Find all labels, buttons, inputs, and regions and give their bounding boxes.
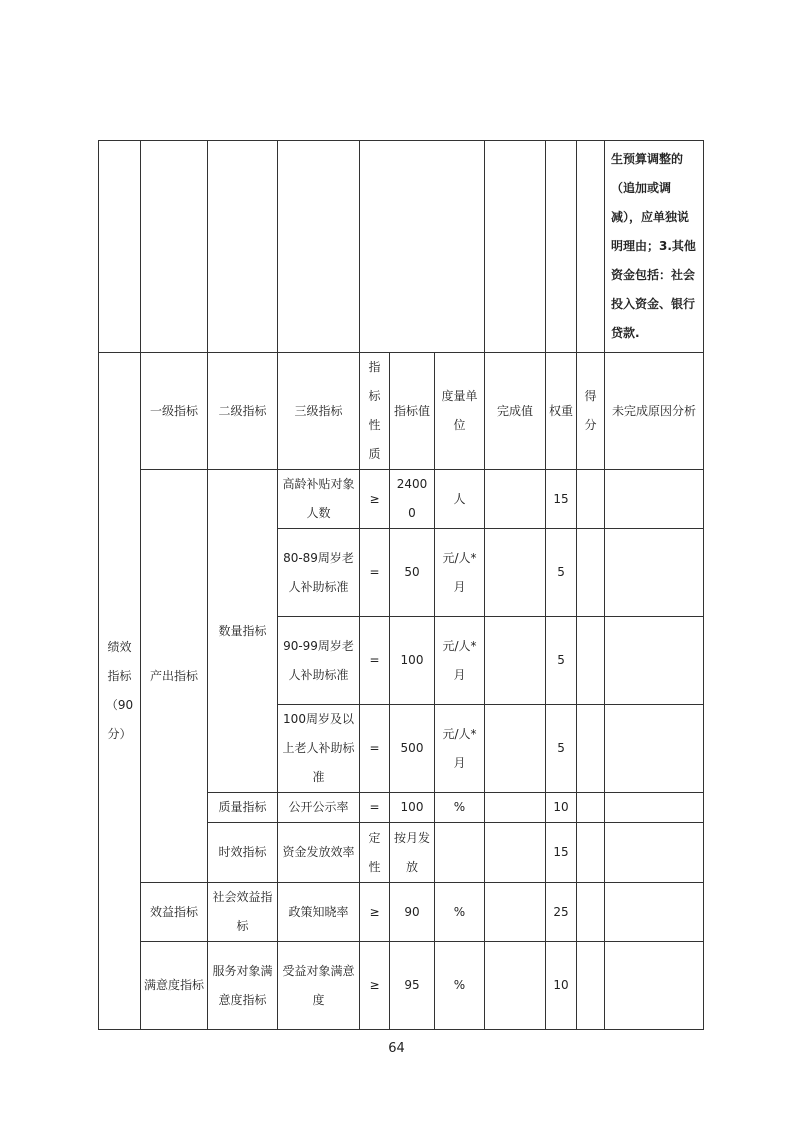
indicator-reason bbox=[605, 823, 704, 883]
indicator-name: 受益对象满意度 bbox=[278, 942, 360, 1030]
indicator-completed bbox=[485, 793, 546, 823]
indicator-unit: 元/人*月 bbox=[435, 617, 485, 705]
indicator-reason bbox=[605, 529, 704, 617]
indicator-weight: 5 bbox=[546, 529, 577, 617]
level2-timeliness: 时效指标 bbox=[208, 823, 278, 883]
indicator-completed bbox=[485, 705, 546, 793]
header-level2: 二级指标 bbox=[208, 353, 278, 470]
header-weight: 权重 bbox=[546, 353, 577, 470]
indicator-weight: 5 bbox=[546, 617, 577, 705]
indicator-reason bbox=[605, 793, 704, 823]
indicator-weight: 10 bbox=[546, 793, 577, 823]
indicator-name: 90-99周岁老人补助标准 bbox=[278, 617, 360, 705]
indicator-completed bbox=[485, 470, 546, 529]
indicator-value: 100 bbox=[390, 793, 435, 823]
header-level3: 三级指标 bbox=[278, 353, 360, 470]
indicator-value: 24000 bbox=[390, 470, 435, 529]
indicator-score bbox=[577, 529, 605, 617]
indicator-score bbox=[577, 883, 605, 942]
indicator-unit bbox=[435, 823, 485, 883]
indicator-nature: = bbox=[360, 529, 390, 617]
indicator-value: 90 bbox=[390, 883, 435, 942]
header-reason: 未完成原因分析 bbox=[605, 353, 704, 470]
empty-cell bbox=[360, 141, 485, 353]
indicator-weight: 15 bbox=[546, 470, 577, 529]
indicator-score bbox=[577, 617, 605, 705]
indicator-reason bbox=[605, 617, 704, 705]
indicator-reason bbox=[605, 883, 704, 942]
empty-cell bbox=[141, 141, 208, 353]
indicator-name: 政策知晓率 bbox=[278, 883, 360, 942]
indicator-value: 100 bbox=[390, 617, 435, 705]
level2-quantity: 数量指标 bbox=[208, 470, 278, 793]
empty-cell bbox=[485, 141, 546, 353]
indicator-completed bbox=[485, 529, 546, 617]
indicator-score bbox=[577, 793, 605, 823]
level1-benefit: 效益指标 bbox=[141, 883, 208, 942]
indicator-score bbox=[577, 942, 605, 1030]
indicator-completed bbox=[485, 883, 546, 942]
indicator-score bbox=[577, 823, 605, 883]
indicator-name: 高龄补贴对象人数 bbox=[278, 470, 360, 529]
table-row bbox=[99, 942, 704, 1030]
indicator-unit: % bbox=[435, 793, 485, 823]
indicator-nature: ≥ bbox=[360, 470, 390, 529]
indicator-value: 50 bbox=[390, 529, 435, 617]
indicator-score bbox=[577, 705, 605, 793]
indicator-nature: ≥ bbox=[360, 883, 390, 942]
header-level1: 一级指标 bbox=[141, 353, 208, 470]
indicator-unit: 人 bbox=[435, 470, 485, 529]
indicator-weight: 15 bbox=[546, 823, 577, 883]
empty-cell bbox=[208, 141, 278, 353]
performance-table bbox=[98, 140, 704, 1030]
indicator-name: 公开公示率 bbox=[278, 793, 360, 823]
indicator-weight: 25 bbox=[546, 883, 577, 942]
section-label: 绩效指标（90分） bbox=[99, 353, 141, 1030]
indicator-completed bbox=[485, 823, 546, 883]
level1-output: 产出指标 bbox=[141, 470, 208, 883]
indicator-reason bbox=[605, 470, 704, 529]
budget-adjustment-note: 生预算调整的（追加或调减），应单独说明理由；3.其他资金包括：社会投入资金、银行贷款. bbox=[605, 141, 704, 353]
indicator-completed bbox=[485, 942, 546, 1030]
indicator-name: 资金发放效率 bbox=[278, 823, 360, 883]
indicator-value: 500 bbox=[390, 705, 435, 793]
header-score: 得分 bbox=[577, 353, 605, 470]
level2-service: 服务对象满意度指标 bbox=[208, 942, 278, 1030]
table-row bbox=[99, 470, 704, 529]
indicator-weight: 10 bbox=[546, 942, 577, 1030]
indicator-score bbox=[577, 470, 605, 529]
indicator-reason bbox=[605, 705, 704, 793]
indicator-value: 95 bbox=[390, 942, 435, 1030]
level1-satisfaction: 满意度指标 bbox=[141, 942, 208, 1030]
level2-social: 社会效益指标 bbox=[208, 883, 278, 942]
indicator-unit: % bbox=[435, 942, 485, 1030]
indicator-nature: = bbox=[360, 617, 390, 705]
indicator-unit: 元/人*月 bbox=[435, 529, 485, 617]
indicator-nature: = bbox=[360, 705, 390, 793]
header-value: 指标值 bbox=[390, 353, 435, 470]
header-nature: 指标性质 bbox=[360, 353, 390, 470]
indicator-nature: ≥ bbox=[360, 942, 390, 1030]
indicator-completed bbox=[485, 617, 546, 705]
level2-quality: 质量指标 bbox=[208, 793, 278, 823]
empty-cell bbox=[278, 141, 360, 353]
empty-cell bbox=[546, 141, 577, 353]
note-row bbox=[99, 141, 704, 353]
table-row bbox=[99, 883, 704, 942]
header-completed: 完成值 bbox=[485, 353, 546, 470]
header-unit: 度量单位 bbox=[435, 353, 485, 470]
indicator-name: 100周岁及以上老人补助标准 bbox=[278, 705, 360, 793]
indicator-nature: 定性 bbox=[360, 823, 390, 883]
indicator-nature: = bbox=[360, 793, 390, 823]
indicator-unit: % bbox=[435, 883, 485, 942]
indicator-unit: 元/人*月 bbox=[435, 705, 485, 793]
indicator-weight: 5 bbox=[546, 705, 577, 793]
indicator-reason bbox=[605, 942, 704, 1030]
indicator-value: 按月发放 bbox=[390, 823, 435, 883]
empty-cell bbox=[577, 141, 605, 353]
header-row bbox=[99, 353, 704, 470]
empty-cell bbox=[99, 141, 141, 353]
indicator-name: 80-89周岁老人补助标准 bbox=[278, 529, 360, 617]
page-number: 64 bbox=[388, 1041, 405, 1056]
